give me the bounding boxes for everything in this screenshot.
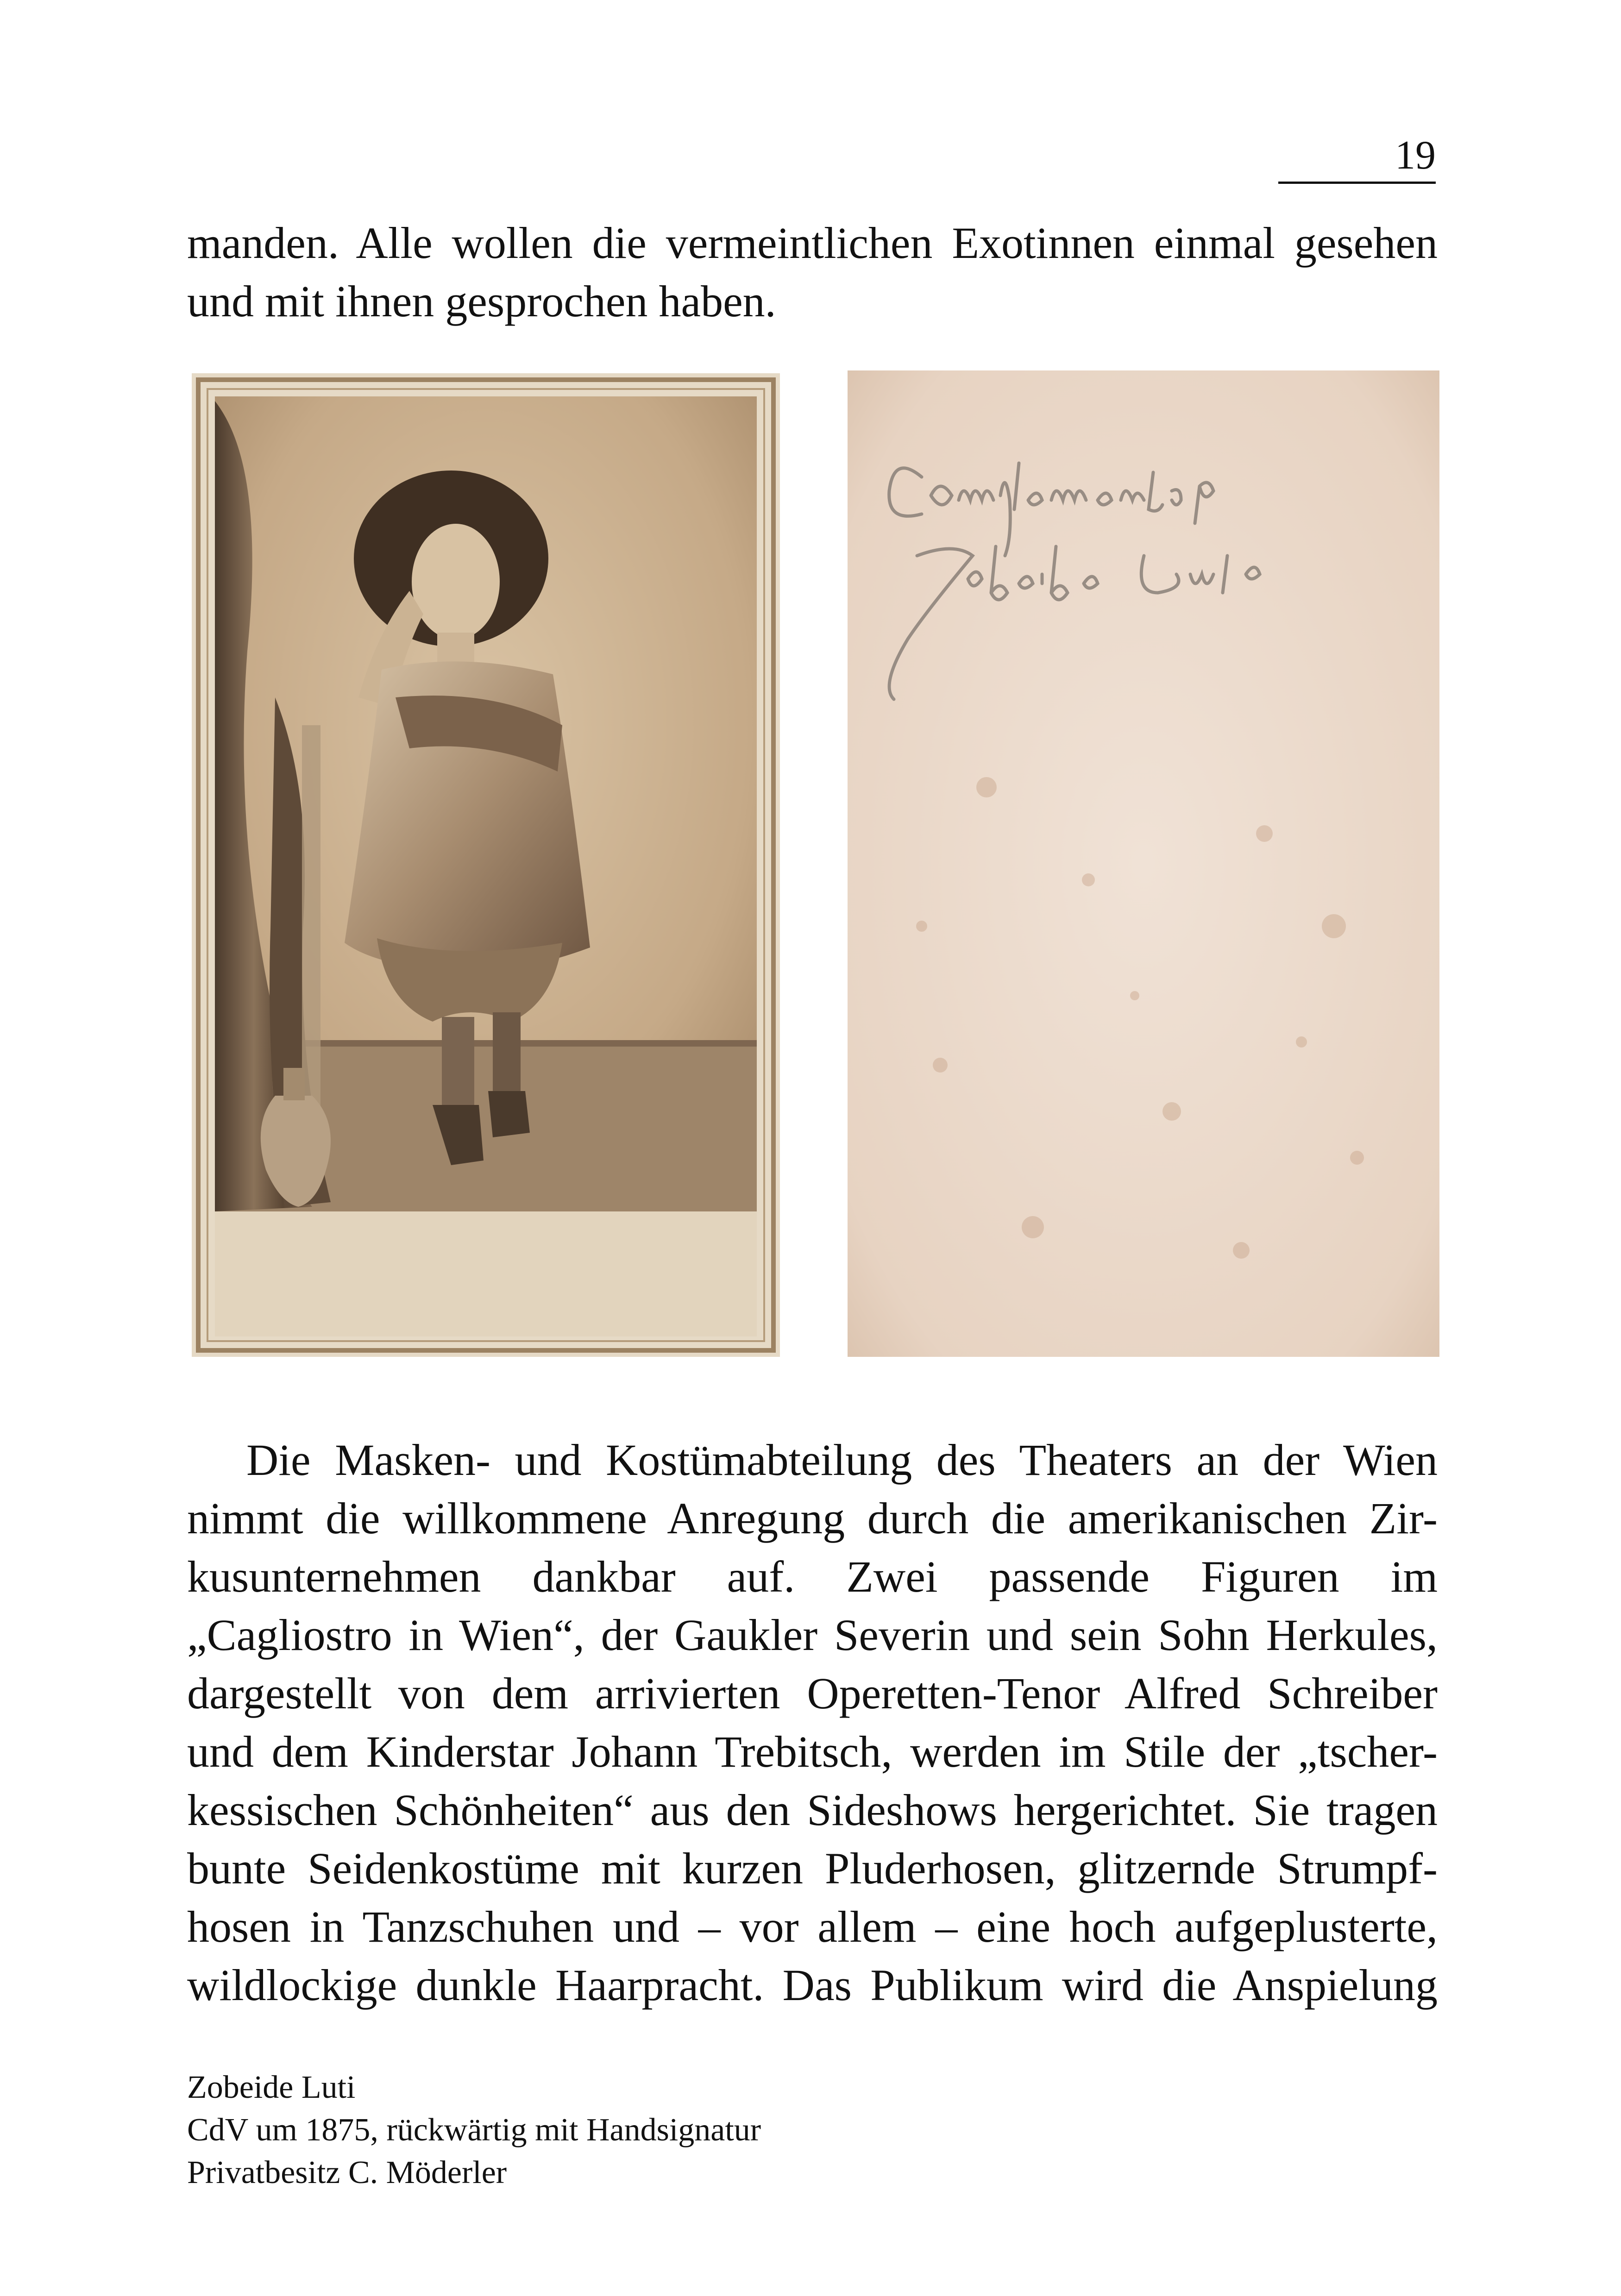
paragraph-continuation xyxy=(187,214,1438,331)
page-number: 19 xyxy=(1278,135,1436,184)
text-line: „Cagliostro in Wien“, der Gaukler Severin und sein Sohn Herkules, xyxy=(187,1610,1438,1660)
handwritten-card-icon xyxy=(848,370,1439,1357)
paragraph-main xyxy=(187,1431,1438,2014)
card-back-photo xyxy=(848,370,1439,1357)
text-line: Die Masken- und Kostümabteilung des Theaters an der Wien xyxy=(246,1435,1438,1485)
portrait-photo xyxy=(192,373,780,1357)
caption-title: Zobeide Luti xyxy=(187,2070,356,2105)
text-line: und dem Kinderstar Johann Trebitsch, werden im Stile der „tscher- xyxy=(187,1727,1438,1776)
text-line: manden. Alle wollen die vermeintlichen Exotinnen einmal gesehen xyxy=(187,218,1438,268)
figure-caption xyxy=(187,2066,761,2194)
text-line: und mit ihnen gesprochen haben. xyxy=(187,276,776,326)
text-line: kusunternehmen dankbar auf. Zwei passende Figuren im xyxy=(187,1552,1438,1601)
text-line: kessischen Schönheiten“ aus den Sideshows hergerichtet. Sie tragen xyxy=(187,1785,1438,1835)
text-line: nimmt die willkommene Anregung durch die amerikanischen Zir- xyxy=(187,1493,1438,1543)
caption-description: CdV um 1875, rückwärtig mit Handsignatur xyxy=(187,2112,761,2148)
text-line: bunte Seidenkostüme mit kurzen Pluderhosen, glitzernde Strumpf- xyxy=(187,1844,1438,1893)
text-line: dargestellt von dem arrivierten Operetten-Tenor Alfred Schreiber xyxy=(187,1669,1438,1718)
text-line: wildlockige dunkle Haarpracht. Das Publikum wird die Anspielung xyxy=(187,1960,1438,2010)
text-line: hosen in Tanzschuhen und – vor allem – eine hoch aufgeplusterte, xyxy=(187,1902,1438,1951)
portrait-photo-icon xyxy=(192,373,780,1357)
caption-credit: Privatbesitz C. Möderler xyxy=(187,2155,507,2190)
